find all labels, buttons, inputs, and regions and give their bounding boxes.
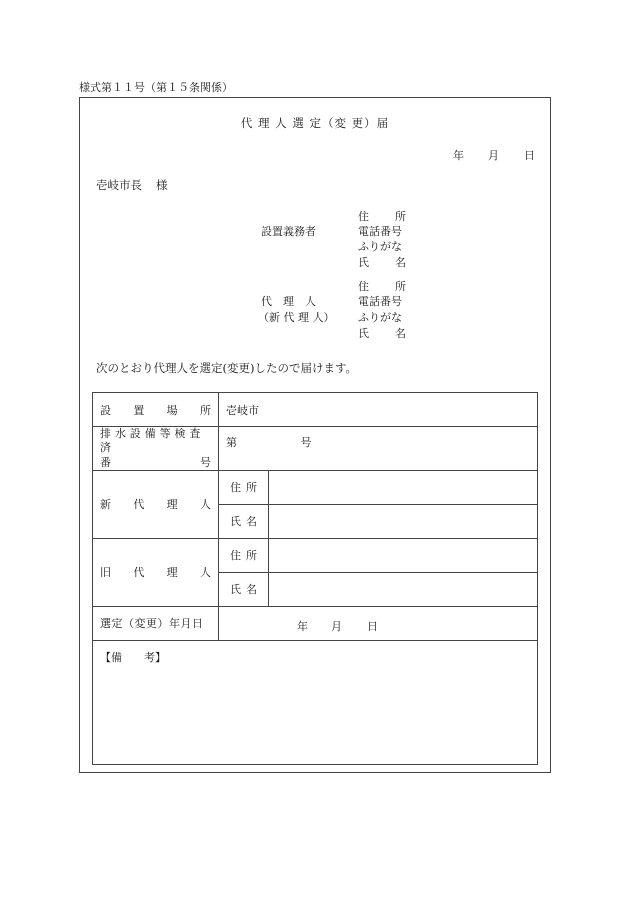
inspection-label-cell: [93, 427, 219, 471]
new-agent-address-row: [93, 470, 538, 504]
agent-furigana-label: ふりがな: [358, 311, 402, 324]
selection-date-day: 日: [367, 619, 378, 633]
selection-date-year: 年: [297, 619, 308, 633]
form-title: 代 理 人 選 定（変 更）届: [240, 116, 390, 130]
addressee-name: 壱岐市長: [96, 178, 142, 192]
old-agent-address-row: [93, 538, 538, 572]
obligor-phone-label: 電話番号: [358, 225, 402, 238]
new-agent-name-input[interactable]: [269, 504, 538, 538]
new-agent-address-sub: [219, 470, 269, 504]
new-agent-label-cell: [93, 470, 219, 538]
form-number-label: 様式第１１号（第１５条関係）: [79, 81, 233, 94]
old-agent-label-cell: [93, 538, 219, 606]
old-agent-address-label: 住 所: [230, 549, 257, 563]
obligor-role: 設置義務者: [261, 225, 316, 238]
intro-text: 次のとおり代理人を選定(変更)したので届けます。: [96, 361, 358, 375]
addressee-honorific: 様: [156, 178, 168, 192]
date-month: 月: [488, 149, 499, 162]
location-value[interactable]: 壱岐市: [219, 393, 538, 427]
inspection-label-ban: 番: [100, 455, 111, 469]
inspection-row: [93, 427, 538, 471]
agent-role-new: （新 代 理 人）: [258, 311, 335, 324]
obligor-furigana-label: ふりがな: [358, 240, 402, 253]
location-label: 設 置 場 所: [100, 403, 211, 417]
new-agent-address-input[interactable]: [269, 470, 538, 504]
obligor-address-label: 住 所: [358, 210, 406, 223]
inspection-label-go: 号: [200, 455, 211, 469]
selection-date-row: [93, 606, 538, 640]
new-agent-name-sub: [219, 504, 269, 538]
old-agent-label: 旧 代 理 人: [100, 566, 211, 580]
inspection-number-cell[interactable]: [219, 427, 538, 471]
remarks-row: [93, 640, 538, 764]
old-agent-name-sub: [219, 572, 269, 606]
inspection-prefix: 第: [226, 436, 237, 449]
agent-address-label: 住 所: [358, 280, 406, 293]
selection-date-label: 選定（変更）年月日: [100, 617, 204, 631]
obligor-name-label: 氏 名: [358, 256, 406, 269]
details-table: [92, 392, 538, 765]
old-agent-address-sub: [219, 538, 269, 572]
date-day: 日: [524, 149, 535, 162]
addressee: [96, 180, 168, 192]
new-agent-address-label: 住 所: [230, 481, 257, 495]
old-agent-name-label: 氏 名: [230, 583, 257, 597]
old-agent-name-input[interactable]: [269, 572, 538, 606]
inspection-label-line2: [100, 456, 211, 470]
remarks-cell[interactable]: [93, 640, 538, 764]
remarks-label: 【備 考】: [100, 650, 166, 664]
agent-name-label: 氏 名: [358, 327, 406, 340]
selection-date-value[interactable]: [219, 606, 538, 640]
old-agent-address-input[interactable]: [269, 538, 538, 572]
new-agent-name-label: 氏 名: [230, 515, 257, 529]
agent-phone-label: 電話番号: [358, 295, 402, 308]
new-agent-label: 新 代 理 人: [100, 498, 211, 512]
selection-date-label-cell: [93, 606, 219, 640]
inspection-suffix: 号: [300, 436, 312, 449]
inspection-label-line1: 排 水 設 備 等 検 査 済: [100, 427, 201, 455]
location-label-cell: [93, 393, 219, 427]
selection-date-month: 月: [331, 619, 342, 633]
location-row: [93, 393, 538, 427]
date-year: 年: [453, 149, 464, 162]
agent-role: 代 理 人: [261, 295, 316, 308]
